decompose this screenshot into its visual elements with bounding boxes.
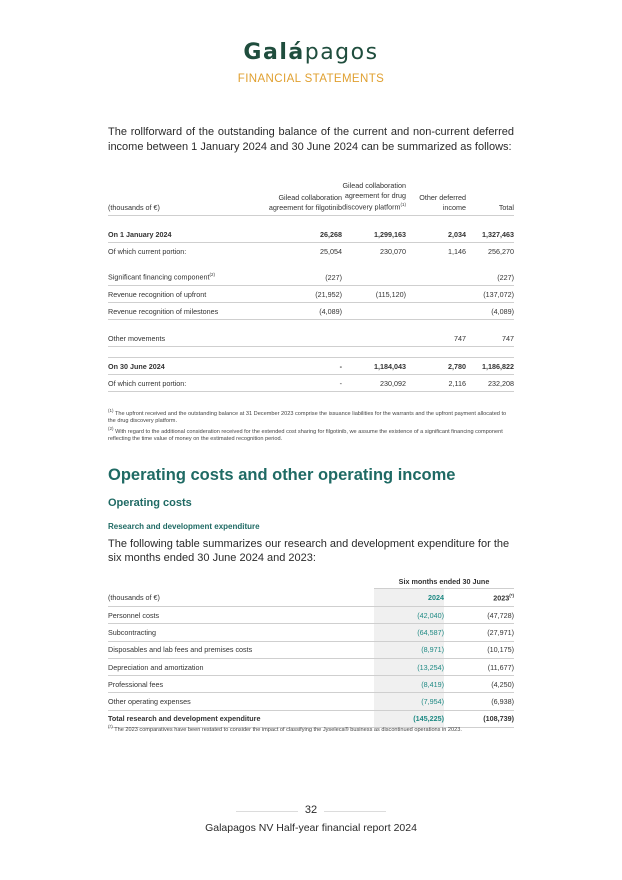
table-row: Personnel costs (42,040) (47,728) bbox=[108, 607, 514, 624]
period-header-row bbox=[108, 574, 514, 589]
col-header-2023: 2023(*) bbox=[493, 592, 514, 603]
col-header-total: Total bbox=[498, 202, 514, 212]
report-title: Galapagos NV Half-year financial report 2024 bbox=[205, 822, 417, 834]
table-row: Other movements 747 747 bbox=[108, 330, 514, 347]
col-header-other: Other deferred income bbox=[419, 193, 466, 212]
table-row: Subcontracting (64,587) (27,971) bbox=[108, 624, 514, 641]
rd-expenditure-table bbox=[108, 574, 514, 728]
section-header: FINANCIAL STATEMENTS bbox=[237, 73, 385, 85]
table-header-row bbox=[108, 162, 514, 216]
footnote-2: $^{(2)}$ With regard to the additional consideration received for the extended cost sharing for filgotinib, we assume the existence of a significant financing component reflecting the time value of money on the estimated recognition period. bbox=[108, 426, 503, 443]
unit-header: (thousands of €) bbox=[108, 202, 160, 212]
deferred-income-table bbox=[108, 162, 514, 392]
table-row: Significant financing component$^{(2)}$ (227) (227) bbox=[108, 269, 514, 286]
table-row: Of which current portion: 25,054 230,070 1,146 256,270 bbox=[108, 246, 514, 256]
rd-footnote: (*) The 2023 comparatives have been restated to consider the impact of classifying the Jyseleca® business as discontinued operations in 2023. bbox=[108, 724, 462, 733]
table-row: Of which current portion: - 230,092 2,116 232,208 bbox=[108, 375, 514, 392]
col-header-platform: Gilead collaboration agreement for drug discovery platform$^{(1)}$ bbox=[342, 181, 406, 212]
table-row: Other operating expenses (7,954) (6,938) bbox=[108, 693, 514, 710]
table-row: On 1 January 2024 26,268 1,299,163 2,034 1,327,463 bbox=[108, 226, 514, 243]
table-row: Professional fees (8,419) (4,250) bbox=[108, 676, 514, 693]
period-header: Six months ended 30 June bbox=[374, 574, 514, 589]
unit-header: (thousands of €) bbox=[108, 592, 160, 602]
table-row: On 30 June 2024 - 1,184,043 2,780 1,186,822 bbox=[108, 358, 514, 375]
total-row: Total research and development expenditure (145,225) (108,739) bbox=[108, 710, 514, 727]
table-header-row bbox=[108, 589, 514, 607]
col-header-filgotinib: Gilead collaboration agreement for filgotinib bbox=[268, 193, 342, 212]
page-number: 32 bbox=[304, 804, 318, 816]
table-row: Revenue recognition of milestones (4,089) (4,089) bbox=[108, 303, 514, 320]
galapagos-logo: Galápagos bbox=[243, 40, 379, 65]
table-row: Depreciation and amortization (13,254) (11,677) bbox=[108, 658, 514, 675]
footnote-1: $^{(1)}$ The upfront received and the outstanding balance at 31 December 2023 comprise the issuance liabilities for the warrants and the upfront payment allocated to the drug discovery platform. bbox=[108, 408, 507, 425]
intro-paragraph: The rollforward of the outstanding balance of the current and non-current deferred income between 1 January 2024 and 30 June 2024 can be summarized as follows: bbox=[108, 126, 514, 153]
subsection-title: Operating costs bbox=[108, 497, 192, 509]
table-row: Disposables and lab fees and premises costs (8,971) (10,175) bbox=[108, 641, 514, 658]
sub-subsection-title: Research and development expenditure bbox=[108, 522, 260, 531]
table-row: Revenue recognition of upfront (21,952) (115,120) (137,072) bbox=[108, 286, 514, 303]
col-header-2024: 2024 bbox=[374, 589, 444, 607]
section-title: Operating costs and other operating income bbox=[108, 466, 456, 484]
rd-intro-paragraph: The following table summarizes our research and development expenditure for the six months ended 30 June 2024 and 2023: bbox=[108, 538, 510, 564]
